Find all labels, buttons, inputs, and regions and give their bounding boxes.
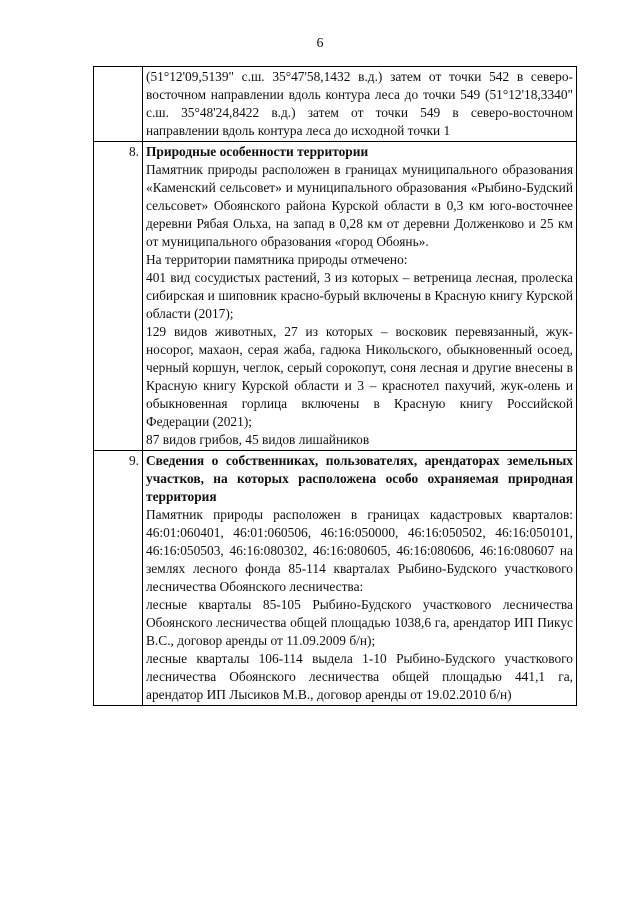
paragraph: лесные кварталы 85-105 Рыбино-Будского участкового лесничества Обоянского лесничества общей площадью 1038,6 га, арендатор ИП Пикус В.С., договор аренды от 11.09.2009 б/н); bbox=[146, 597, 573, 648]
paragraph: Памятник природы расположен в границах муниципального образования «Каменский сельсовет» и муниципального образования «Рыбино-Будский сельсовет» Обоянского района Курской области в 0,3 км юго-восточнее деревни Рябая Ольха, на запад в 0,28 км от деревни Долженково и 25 км от муниципального образования «город Обоянь». bbox=[146, 162, 573, 249]
table-row bbox=[94, 142, 577, 451]
row-number: 9. bbox=[94, 451, 143, 706]
paragraph: На территории памятника природы отмечено: bbox=[146, 252, 408, 267]
paragraph: (51°12'09,5139" с.ш. 35°47'58,1432 в.д.) затем от точки 542 в северо-восточном направлении вдоль контура леса до точки 549 (51°12'18,3340" с.ш. 35°48'24,8422 в.д.) затем от точки 549 в северо-восточном направлении вдоль контура леса до исходной точки 1 bbox=[146, 69, 573, 138]
row-number: 8. bbox=[94, 142, 143, 451]
document-table bbox=[93, 66, 577, 706]
row-content bbox=[143, 67, 577, 142]
page-number: 6 bbox=[316, 36, 324, 51]
row-number bbox=[94, 67, 143, 142]
paragraph: лесные кварталы 106-114 выдела 1-10 Рыбино-Будского участкового лесничества Обоянского лесничества общей площадью 441,1 га, арендатор ИП Лысиков М.В., договор аренды от 19.02.2010 б/н) bbox=[146, 651, 573, 702]
paragraph: 129 видов животных, 27 из которых – восковик перевязанный, жук-носорог, махаон, серая жаба, гадюка Никольского, обыкновенный осоед, черный коршун, чеглок, серый сорокопут, соня лесная и другие внесены в Красную книгу Курской области и 3 – краснотел пахучий, жук-олень и обыкновенная горлица включены в Красную книгу Российской Федерации (2021); bbox=[146, 324, 573, 429]
paragraph: 401 вид сосудистых растений, 3 из которых – ветреница лесная, пролеска сибирская и шиповник красно-бурый включены в Красную книгу Курской области (2017); bbox=[146, 270, 573, 321]
section-title: Сведения о собственниках, пользователях, арендаторах земельных участков, на которых расположена особо охраняемая природная территория bbox=[146, 453, 573, 504]
table-row bbox=[94, 67, 577, 142]
paragraph: Памятник природы расположен в границах кадастровых кварталов: 46:01:060401, 46:01:060506, 46:16:050000, 46:16:050502, 46:16:050101, 46:16:050503, 46:16:080302, 46:16:080605, 46:16:080606, 46:16:080607 на землях лесного фонда 85-114 кварталах Рыбино-Будского участкового лесничества Обоянского лесничества: bbox=[146, 507, 573, 594]
row-content bbox=[143, 142, 577, 451]
row-content bbox=[143, 451, 577, 706]
section-title: Природные особенности территории bbox=[146, 144, 369, 159]
paragraph: 87 видов грибов, 45 видов лишайников bbox=[146, 432, 370, 447]
table-row bbox=[94, 451, 577, 706]
